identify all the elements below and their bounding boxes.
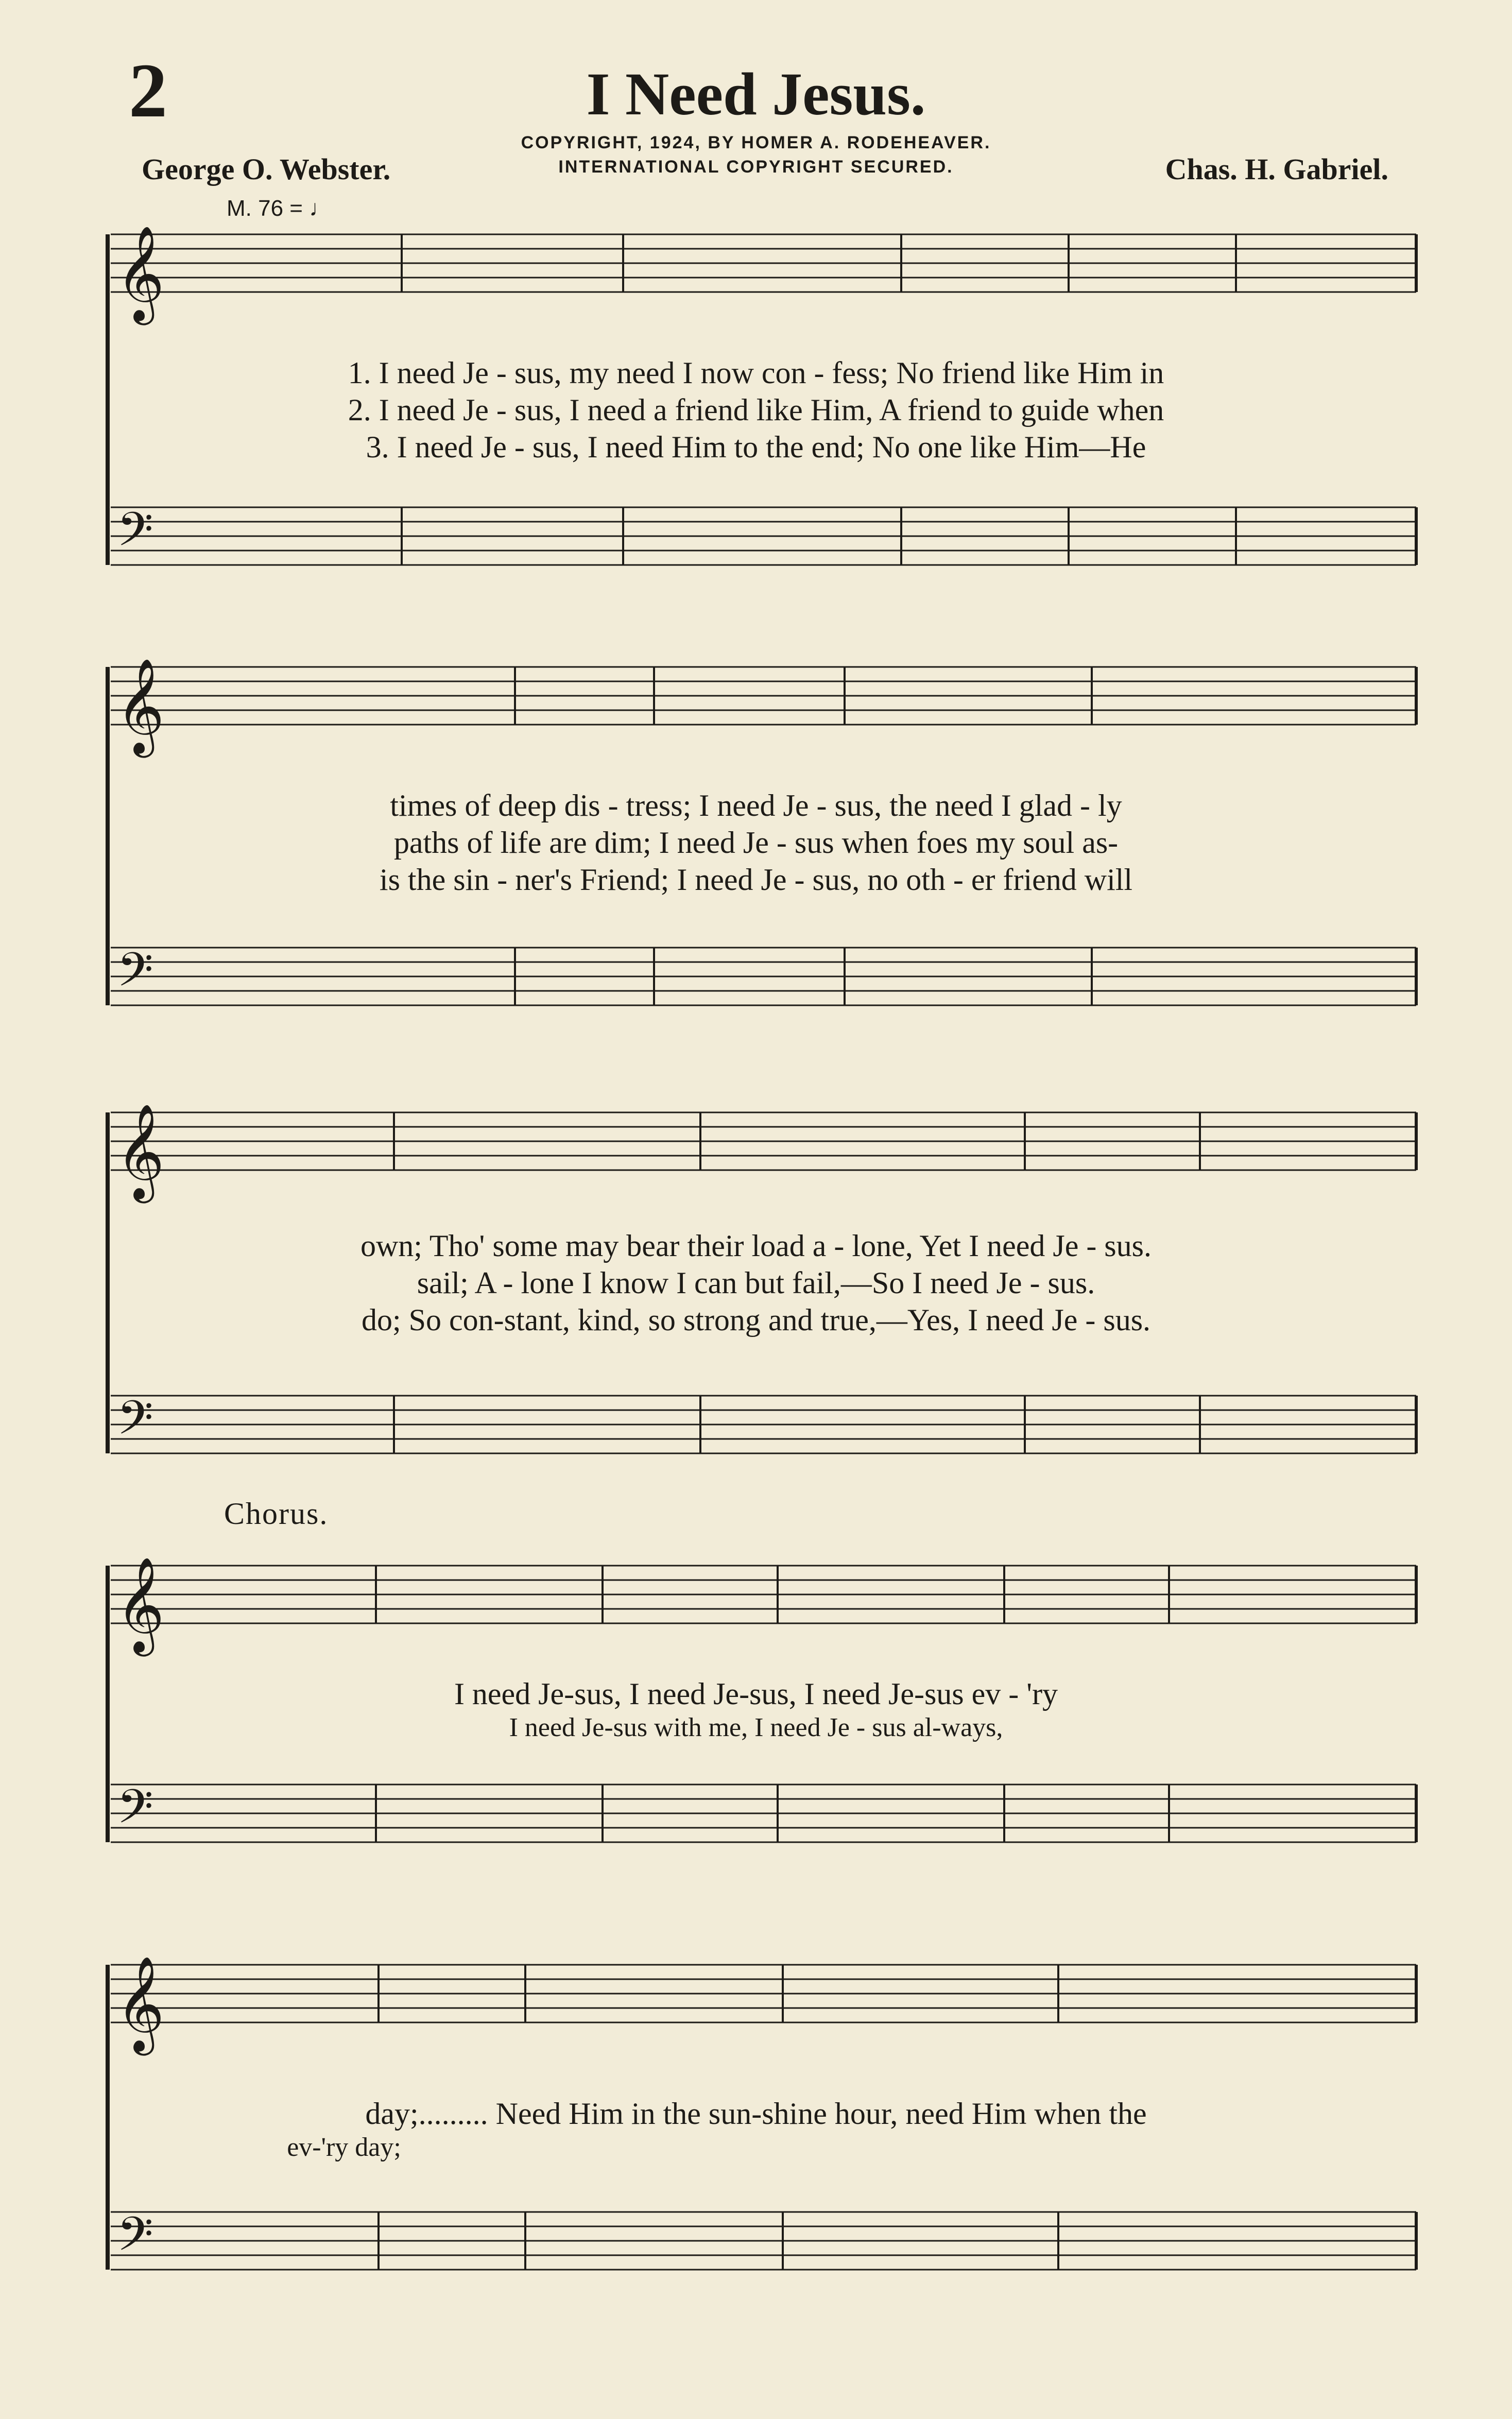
- verse-3-line-3: do; So con-stant, kind, so strong and true,—Yes, I need Je - sus.: [361, 1303, 1151, 1337]
- tempo-marking: M. 76 = ♩: [227, 196, 332, 221]
- verse-1-line-2: times of deep dis - tress; I need Je - sus, the need I glad - ly: [390, 788, 1122, 822]
- clef-glyph: 𝄞: [116, 1103, 165, 1199]
- chorus-line-2: day;......... Need Him in the sun-shine hour, need Him when the: [365, 2097, 1147, 2131]
- verse-3-line-2: is the sin - ner's Friend; I need Je - sus, no oth - er friend will: [379, 863, 1133, 897]
- chorus-label: Chorus.: [224, 1497, 329, 1531]
- music-composer: Chas. H. Gabriel.: [1165, 152, 1388, 186]
- clef-glyph: 𝄞: [116, 225, 165, 321]
- verse-1-line-3: own; Tho' some may bear their load a - lone, Yet I need Je - sus.: [360, 1229, 1152, 1263]
- verse-1-line-1: 1. I need Je - sus, my need I now con - fess; No friend like Him in: [348, 356, 1164, 390]
- words-author: George O. Webster.: [142, 152, 391, 186]
- clef-glyph: 𝄢: [117, 1779, 153, 1845]
- copyright-line-1: COPYRIGHT, 1924, BY HOMER A. RODEHEAVER.: [521, 133, 991, 152]
- hymn-title: I Need Jesus.: [586, 60, 926, 128]
- copyright-line-2: INTERNATIONAL COPYRIGHT SECURED.: [558, 157, 954, 177]
- clef-glyph: 𝄢: [117, 502, 153, 568]
- chorus-line-2-echo: ev-'ry day;: [287, 2133, 401, 2162]
- verse-3-line-1: 3. I need Je - sus, I need Him to the end; No one like Him—He: [366, 430, 1146, 464]
- clef-glyph: 𝄢: [117, 1391, 153, 1456]
- verse-2-line-1: 2. I need Je - sus, I need a friend like Him, A friend to guide when: [348, 393, 1164, 427]
- hymn-number: 2: [129, 48, 167, 133]
- chorus-line-1-echo: I need Je-sus with me, I need Je - sus al-ways,: [509, 1713, 1003, 1742]
- clef-glyph: 𝄞: [116, 657, 165, 753]
- verse-2-line-3: sail; A - lone I know I can but fail,—So I need Je - sus.: [417, 1266, 1095, 1300]
- verse-2-line-2: paths of life are dim; I need Je - sus when foes my soul as-: [393, 826, 1119, 860]
- clef-glyph: 𝄞: [116, 1556, 165, 1652]
- clef-glyph: 𝄢: [117, 942, 153, 1008]
- clef-glyph: 𝄢: [117, 2207, 153, 2273]
- clef-glyph: 𝄞: [116, 1955, 165, 2051]
- chorus-line-1: I need Je-sus, I need Je-sus, I need Je-sus ev - 'ry: [454, 1677, 1058, 1711]
